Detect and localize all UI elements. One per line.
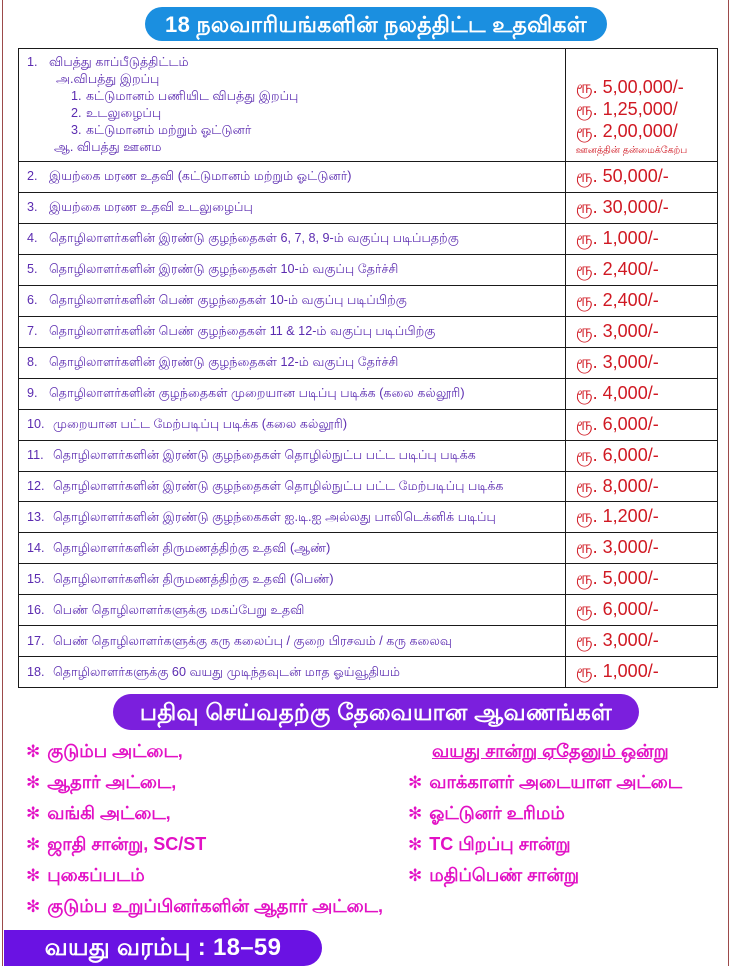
table-row [19,49,718,162]
benefit-description-cell [19,223,566,254]
table-row [19,471,718,502]
benefit-description-text: பெண் தொழிலாளர்களுக்கு கரு கலைப்பு / குறை பிரசவம் / கரு கலைவு [53,633,452,648]
accident-subitem-3 [27,122,559,139]
row-number: 8. [27,355,38,370]
document-list-item [26,773,426,791]
document-name: ஜாதி சான்று, SC/ST [47,834,207,854]
table-row [19,564,718,595]
benefit-description-text: தொழிலாளர்களுக்கு 60 வயது முடிந்தவுடன் மாத ஓய்வூதியம் [53,664,401,679]
asterisk-bullet-icon: ✻ [26,742,41,761]
benefit-amount-cell [565,440,717,471]
benefit-amount-cell [565,316,717,347]
benefit-amount-cell [565,223,717,254]
document-list-item [26,897,426,915]
benefit-description [19,473,565,500]
benefit-description [19,628,565,655]
row-number: 2. [27,169,38,184]
row-number: 4. [27,231,38,246]
benefit-description [19,380,565,407]
benefit-amount-cell [565,657,717,688]
benefit-description-text: தொழிலாளர்களின் திருமணத்திற்கு உதவி (பெண்) [53,571,334,586]
document-list-item [26,742,426,760]
amount-value: ரூ. 2,00,000/ [575,120,678,141]
benefit-description-cell [19,595,566,626]
row-number: 17. [27,633,45,648]
table-row [19,626,718,657]
row-number: 10. [27,417,45,432]
amount-value: ரூ. 1,200/- [575,506,659,527]
benefit-description-cell [19,409,566,440]
benefit-amount-cell [565,192,717,223]
accident-subitem-1 [27,88,559,105]
benefit-description [19,349,565,376]
amount-value: ரூ. 1,000/- [575,661,659,682]
asterisk-bullet-icon: ✻ [26,804,41,823]
benefit-description-cell [19,316,566,347]
table-row [19,533,718,564]
table-row [19,316,718,347]
amount-value: ரூ. 3,000/- [575,630,659,651]
benefit-description [19,225,565,252]
accident-amounts-block [566,50,717,160]
benefit-amount-cell [565,502,717,533]
benefit-description-text: தொழிலாளர்களின் இரண்டு குழந்தைகள் 6, 7, 8, 9-ம் வகுப்பு படிப்பதற்கு [49,231,459,246]
benefit-description-cell [19,162,566,193]
row-number: 13. [27,509,45,524]
subitem-label: கட்டுமானம் பணியிட விபத்து இறப்பு [86,89,299,103]
document-name: புகைப்படம் [47,865,145,885]
benefit-amount-cell [565,49,717,162]
table-row [19,223,718,254]
table-row [19,192,718,223]
benefit-description-text: இயற்கை மரண உதவி உடலுழைப்பு [49,200,253,215]
benefit-description-text: தொழிலாளர்களின் பெண் குழந்தைகள் 11 & 12-ம் வகுப்பு படிப்பிற்கு [49,324,436,339]
asterisk-bullet-icon: ✻ [26,897,41,916]
age-proof-heading: வயது சான்று ஏதேனும் ஒன்று [432,741,669,761]
benefit-description [19,287,565,314]
amount-value: ரூ. 30,000/- [575,196,669,217]
table-row [19,285,718,316]
document-list-item [408,804,727,822]
disability-amount-note: ஊனத்தின் தன்மைக்கேற்ப [575,144,688,156]
document-list-item [26,866,426,884]
benefit-amount-cell [565,254,717,285]
benefit-description-text: தொழிலாளர்களின் இரண்டு குழந்தைகள் தொழில்நுட்ப பட்ட மேற்படிப்பு படிக்க [53,479,504,493]
benefit-amount-cell [565,595,717,626]
benefit-description [19,535,565,562]
amount-spacer [576,54,711,77]
amount-value: ரூ. 8,000/- [575,475,659,496]
document-list-item [408,773,727,791]
benefit-description [19,411,565,438]
benefit-description-text: இயற்கை மரண உதவி (கட்டுமானம் மற்றும் ஓட்டுனர்) [49,169,352,184]
accident-disability-subheading: ஆ. விபத்து ஊனம [54,140,162,154]
document-name: வாக்காளர் அடையாள அட்டை [429,772,683,792]
benefits-table-body [19,49,718,688]
accident-scheme-title-line [27,54,559,71]
benefits-table [18,48,718,688]
amount-value: ரூ. 5,00,000/- [575,76,684,97]
document-list-item [26,835,426,853]
amount-value: ரூ. 4,000/- [575,382,659,403]
benefit-description-text: தொழிலாளர்களின் இரண்டு குழந்தைகள் 10-ம் வகுப்பு தேர்ச்சி [49,262,399,277]
document-name: மதிப்பெண் சான்று [429,865,580,885]
table-row [19,657,718,688]
subitem-number: 2. [71,106,82,120]
accident-scheme-block [19,49,565,161]
subitem-label: கட்டுமானம் மற்றும் ஓட்டுனர் [86,123,252,137]
row-number: 5. [27,262,38,277]
age-limit-banner: வயது வரம்பு : 18–59 [4,930,322,966]
table-row [19,378,718,409]
page-frame-left-line [2,0,3,966]
asterisk-bullet-icon: ✻ [408,804,423,823]
accident-subitem-2 [27,105,559,122]
benefit-description [19,597,565,624]
benefit-description [19,194,565,221]
accident-death-subheading: அ.விபத்து இறப்பு [56,72,160,86]
amount-value: ரூ. 3,000/- [575,537,659,558]
documents-banner-title: பதிவு செய்வதற்கு தேவையான ஆவணங்கள் [113,694,639,730]
benefit-amount-cell [565,162,717,193]
benefit-amount-cell [565,564,717,595]
table-row [19,502,718,533]
document-name: குடும்ப அட்டை, [47,741,183,761]
benefit-description-text: தொழிலாளர்களின் இரண்டு குழந்தைகள் தொழில்நுட்ப பட்ட படிப்பு படிக்க [53,448,476,463]
amount-value: ரூ. 1,25,000/ [575,98,678,119]
document-name: குடும்ப உறுப்பினர்களின் ஆதார் அட்டை, [47,896,383,916]
asterisk-bullet-icon: ✻ [26,835,41,854]
row-number: 16. [27,602,45,617]
benefit-description-text: தொழிலாளர்களின் குழந்தைகள் முறையான படிப்பு படிக்க (கலை கல்லூரி) [49,386,465,401]
benefit-description-cell [19,347,566,378]
row-number: 15. [27,571,45,586]
document-list-item [26,804,426,822]
header-banner-title: 18 நலவாரியங்களின் நலத்திட்ட உதவிகள் [145,7,607,41]
documents-section [4,742,727,924]
table-row [19,347,718,378]
asterisk-bullet-icon: ✻ [408,835,423,854]
table-row [19,162,718,193]
benefit-description-text: முறையான பட்ட மேற்படிப்பு படிக்க (கலை கல்லூரி) [53,417,348,432]
benefit-description-text: தொழிலாளர்களின் இரண்டு குழந்தைகள் 12-ம் வகுப்பு தேர்ச்சி [49,355,399,370]
benefit-description-cell [19,657,566,688]
row-number: 7. [27,324,38,339]
amount-value: ரூ. 1,000/- [575,227,659,248]
document-name: TC பிறப்பு சான்று [429,834,571,854]
row-title: விபத்து காப்பீடுத்திட்டம் [49,55,189,69]
benefit-description-cell [19,440,566,471]
documents-right-column [408,742,727,897]
table-row [19,440,718,471]
benefit-description [19,256,565,283]
documents-left-column [26,742,426,928]
document-list-item [408,835,727,853]
table-row [19,409,718,440]
benefit-amount-cell [565,378,717,409]
benefit-description [19,318,565,345]
benefit-description-cell [19,254,566,285]
benefit-amount-cell [565,533,717,564]
row-number: 3. [27,200,38,215]
row-number: 1. [27,55,38,69]
benefit-description-text: தொழிலாளர்களின் திருமணத்திற்கு உதவி (ஆண்) [53,540,331,555]
benefit-description [19,566,565,593]
amount-value: ரூ. 6,000/- [575,413,659,434]
amount-value: ரூ. 2,400/- [575,258,659,279]
amount-value: ரூ. 2,400/- [575,289,659,310]
benefit-description-cell [19,564,566,595]
amount-value: ரூ. 5,000/- [575,568,659,589]
benefit-description [19,659,565,686]
benefit-description-text: தொழிலாளர்களின் பெண் குழந்தைகள் 10-ம் வகுப்பு படிப்பிற்கு [49,293,407,308]
benefit-amount-cell [565,285,717,316]
benefit-description [19,504,565,531]
benefit-description-cell [19,502,566,533]
benefit-description-cell [19,533,566,564]
table-row [19,595,718,626]
benefit-description-cell [19,285,566,316]
age-proof-list [408,773,727,884]
row-number: 9. [27,386,38,401]
benefit-description-cell [19,192,566,223]
asterisk-bullet-icon: ✻ [26,866,41,885]
benefit-amount-cell [565,471,717,502]
benefit-description-cell [19,49,566,162]
subitem-label: உடலுழைப்பு [86,106,162,120]
benefit-description-cell [19,626,566,657]
poster-page [4,0,727,966]
benefit-description-cell [19,471,566,502]
benefit-amount-cell [565,347,717,378]
amount-value: ரூ. 3,000/- [575,351,659,372]
document-name: ஆதார் அட்டை, [47,772,177,792]
benefit-description-text: பெண் தொழிலாளர்களுக்கு மகப்பேறு உதவி [53,602,305,617]
benefit-amount-cell [565,626,717,657]
row-number: 11. [27,448,44,463]
document-name: ஓட்டுனர் உரிமம் [429,803,565,823]
row-number: 6. [27,293,38,308]
benefit-description [19,442,565,469]
amount-value: ரூ. 6,000/- [575,599,659,620]
asterisk-bullet-icon: ✻ [408,773,423,792]
amount-value: ரூ. 50,000/- [575,166,669,186]
row-number: 18. [27,664,45,679]
document-name: வங்கி அட்டை, [47,803,171,823]
row-number: 14. [27,540,45,555]
subitem-number: 1. [71,89,82,103]
page-frame-right-line [728,0,729,966]
subitem-number: 3. [71,123,82,137]
benefit-amount-cell [565,409,717,440]
document-list-item [408,866,727,884]
benefit-description-cell [19,378,566,409]
row-number: 12. [27,479,45,493]
asterisk-bullet-icon: ✻ [408,866,423,885]
asterisk-bullet-icon: ✻ [26,773,41,792]
amount-value: ரூ. 3,000/- [575,320,659,341]
benefit-description-text: தொழிலாளர்களின் இரண்டு குழந்கைகள் ஐ.டி.ஐ அல்லது பாலிடெக்னிக் படிப்பு [53,509,496,524]
table-row [19,254,718,285]
benefit-description [19,163,565,190]
amount-value: ரூ. 6,000/- [575,444,659,465]
